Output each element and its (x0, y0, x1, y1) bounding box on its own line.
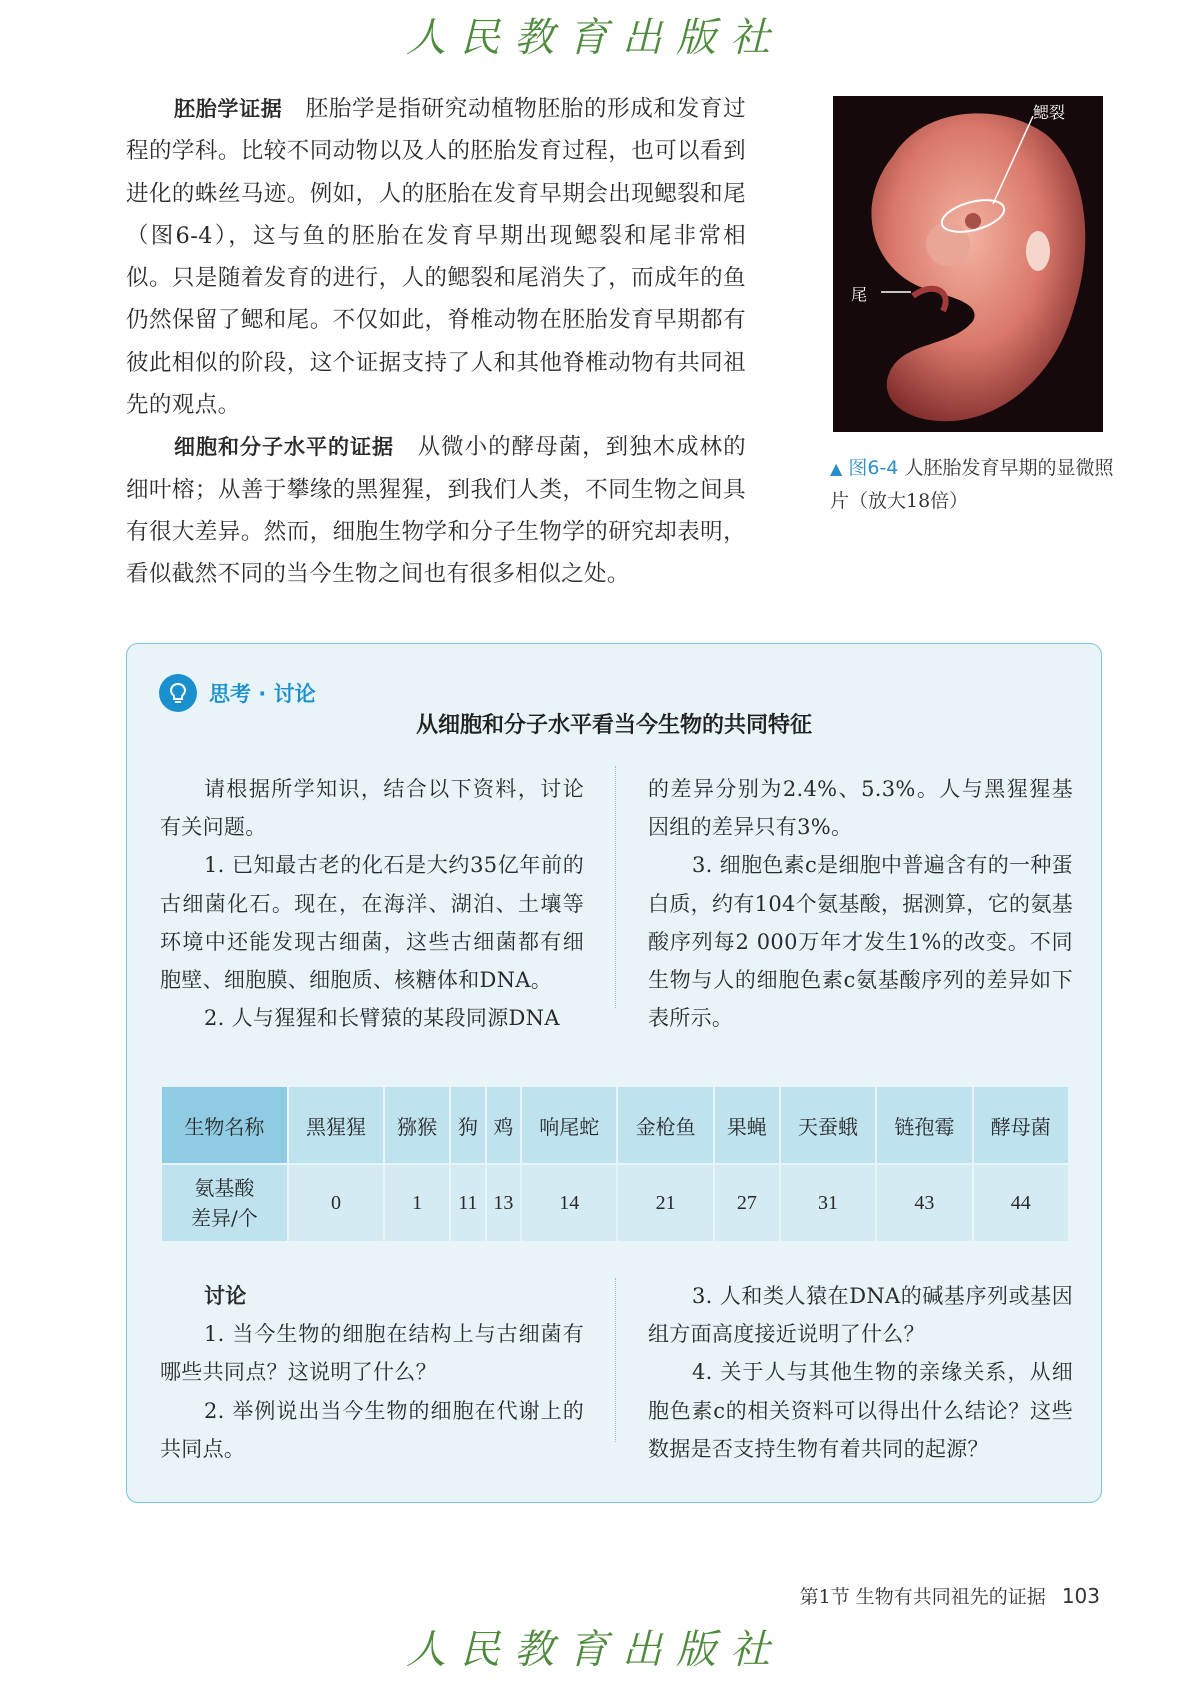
discussion-right: 3. 人和类人猿在DNA的碱基序列或基因组方面高度接近说明了什么？ 4. 关于人与其他生物的亲缘关系，从细胞色素c的相关资料可以得出什么结论？这些数据是否支持生物有着共同的起源？ (648, 1284, 1073, 1461)
paragraph-embryology: 胚胎学证据 胚胎学是指研究动植物胚胎的形成和发育过程的学科。比较不同动物以及人的胚胎发育过程，也可以看到进化的蛛丝马迹。例如，人的胚胎在发育早期会出现鳃裂和尾（图6-4），这与鱼的胚胎在发育早期出现鳃裂和尾非常相似。只是随着发育的进行，人的鳃裂和尾消失了，而成年的鱼仍然保留了鳃和尾。不仅如此，脊椎动物在胚胎发育早期都有彼此相似的阶段，这个证据支持了人和其他脊椎动物有共同祖先的观点。 (126, 96, 747, 419)
table-value-row: 氨基酸 差异/个 0 1 11 13 14 21 27 31 43 44 (162, 1165, 1068, 1241)
caption-number: 图6-4 (848, 457, 899, 479)
lead-molecular: 细胞和分子水平的证据 (174, 435, 395, 460)
table-header-label: 生物名称 (162, 1087, 287, 1163)
publisher-watermark-top: 人民教育出版社 (406, 15, 784, 61)
caption-text: 人胚胎发育早期的显微照片（放大18倍） (830, 457, 1114, 512)
discussion-box (126, 643, 1102, 1503)
material-right-column: 的差异分别为2.4%、5.3%。人与黑猩猩基因组的差异只有3%。 3. 细胞色素c是细胞中普遍含有的一种蛋白质，约有104个氨基酸，据测算，它的氨基酸序列每2 000万年才发生1%的改变。不同生物与人的细胞色素c氨基酸序列的差异如下表所示。 (648, 777, 1073, 1031)
box-header (159, 674, 316, 712)
box-label: 思考 · 讨论 (209, 682, 316, 706)
caption-triangle-icon: ▲ (830, 459, 843, 478)
lead-embryology: 胚胎学证据 (174, 97, 283, 121)
material-left-column: 请根据所学知识，结合以下资料，讨论有关问题。 1. 已知最古老的化石是大约35亿年前的古细菌化石。现在，在海洋、湖泊、土壤等环境中还能发现古细菌，这些古细菌都有细胞壁、细胞膜、细胞质、核糖体和DNA。 2. 人与猩猩和长臂猿的某段同源DNA (160, 777, 584, 1031)
embryo-photo (833, 96, 1103, 432)
discussion-heading: 讨论 (204, 1284, 247, 1308)
table-row-label: 氨基酸 差异/个 (162, 1165, 287, 1241)
discussion-divider (615, 1278, 616, 1442)
page-footer (800, 1582, 1100, 1609)
footer-section: 第1节 生物有共同祖先的证据 (799, 1586, 1046, 1608)
page-number: 103 (1061, 1584, 1100, 1608)
column-divider (615, 766, 616, 1008)
label-gill-slit: 鳃裂 (1033, 103, 1066, 122)
box-title: 从细胞和分子水平看当今生物的共同特征 (415, 713, 812, 738)
cytochrome-c-table (160, 1085, 1070, 1243)
discussion-left: 讨论 1. 当今生物的细胞在结构上与古细菌有哪些共同点？这说明了什么？ 2. 举例说出当今生物的细胞在代谢上的共同点。 (160, 1284, 584, 1461)
figure-caption (830, 452, 1120, 517)
label-tail: 尾 (851, 285, 868, 304)
table-header-row: 生物名称 黑猩猩 猕猴 狗 鸡 响尾蛇 金枪鱼 果蝇 天蚕蛾 链孢霉 酵母菌 (162, 1087, 1068, 1163)
publisher-watermark-bottom: 人民教育出版社 (406, 1627, 784, 1673)
paragraph-molecular: 细胞和分子水平的证据 从微小的酵母菌，到独木成林的细叶榕；从善于攀缘的黑猩猩，到我们人类，不同生物之间具有很大差异。然而，细胞生物学和分子生物学的研究却表明，看似截然不同的当今生物之间也有很多相似之处。 (126, 434, 747, 588)
lightbulb-icon (159, 674, 197, 712)
main-text (126, 88, 746, 596)
